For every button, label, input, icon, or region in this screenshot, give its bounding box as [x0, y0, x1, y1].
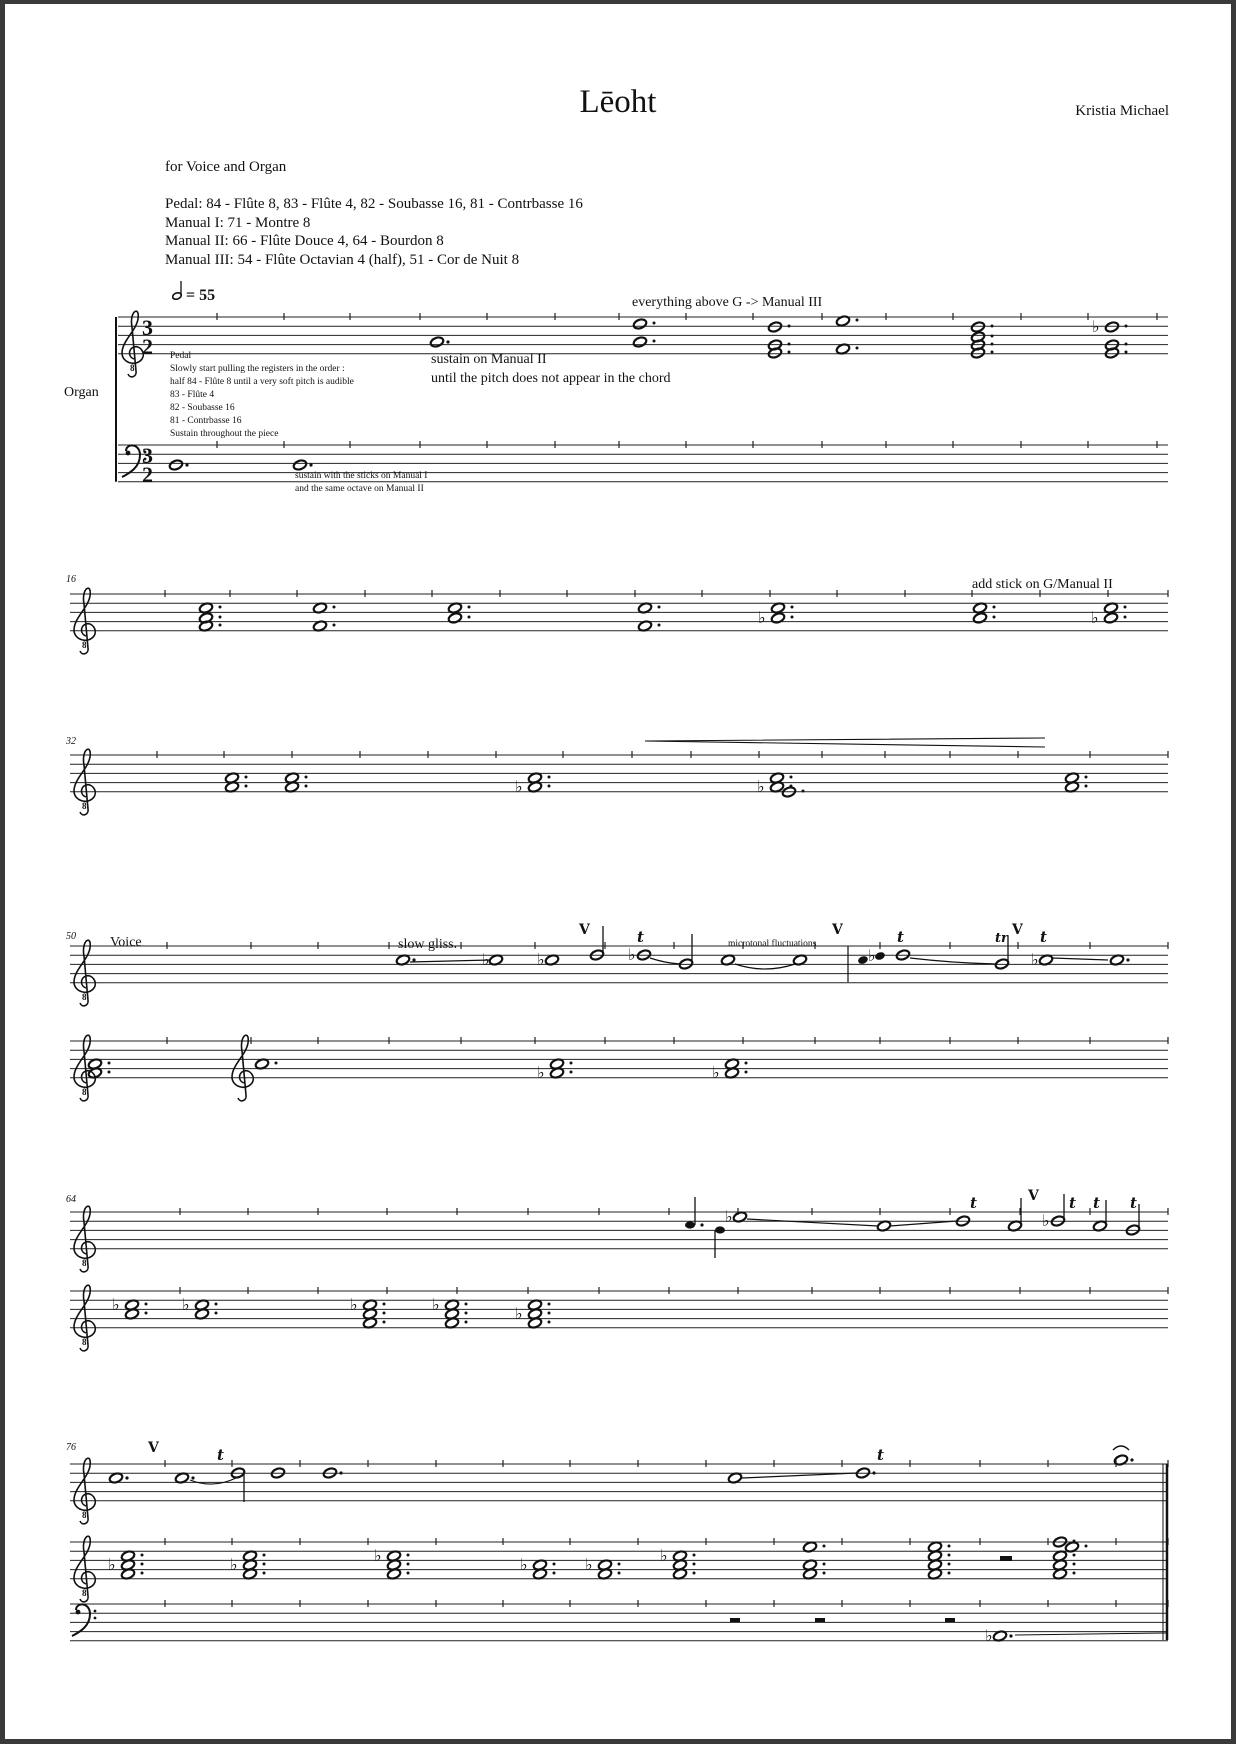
- chord-s6-6-flat-0: ♭: [660, 1546, 668, 1565]
- chord-s2-3: [447, 602, 470, 624]
- chord-s4-1-dot-0: [108, 1062, 111, 1065]
- note-s1-bass-b-dot: [309, 463, 312, 466]
- chord-s6-9-dot-1: [1085, 1545, 1088, 1548]
- chord-s6-4-dot-1: [553, 1572, 556, 1575]
- chord-s5-5: [527, 1299, 550, 1329]
- chord-s5-5-dot-2: [548, 1321, 551, 1324]
- chord-s1-4-dot-3: [991, 351, 994, 354]
- chord-s4-3-flat-0: ♭: [537, 1063, 545, 1082]
- chord-s6-1-dot-1: [141, 1563, 144, 1566]
- chord-s6-8-dot-1: [948, 1554, 951, 1557]
- chord-s6-7-dot-1: [823, 1563, 826, 1566]
- chord-s6-1-flat-0: ♭: [108, 1555, 116, 1574]
- chord-s1-1-dot-0: [653, 322, 656, 325]
- fermata-s6: [1113, 1446, 1129, 1450]
- chord-s6-8-dot-0: [948, 1545, 951, 1548]
- chord-s3-4: [769, 772, 804, 798]
- chord-s2-3-note-1: [447, 612, 462, 624]
- chord-s4-1-dot-1: [108, 1071, 111, 1074]
- slur-s6-1: [190, 1478, 236, 1484]
- staff-4-voice: [70, 946, 1168, 983]
- chord-s1-4-dot-2: [991, 343, 994, 346]
- chord-s6-5-dot-1: [618, 1572, 621, 1575]
- chord-s4-4-dot-1: [745, 1071, 748, 1074]
- rest-s6-organ: [1000, 1556, 1012, 1561]
- trill-s5-3: t: [1093, 1194, 1100, 1212]
- voice-s5-2: [715, 1226, 725, 1233]
- rest-s6-pedal-3: [945, 1618, 955, 1622]
- chord-s5-2-dot-1: [215, 1312, 218, 1315]
- rest-s6-pedal-1: [730, 1618, 740, 1622]
- trill-s4-2: t: [897, 928, 904, 946]
- chord-s6-3-dot-0: [407, 1554, 410, 1557]
- time-signature-1-treble-bottom: 2: [142, 334, 153, 359]
- chord-s2-5-dot-1: [791, 616, 794, 619]
- chord-s1-5-dot-2: [1125, 351, 1128, 354]
- trill-s4-4: t: [1040, 928, 1047, 946]
- chord-s3-2-dot-1: [305, 785, 308, 788]
- chord-s6-3-dot-2: [407, 1572, 410, 1575]
- pedal-note-4: 82 - Soubasse 16: [170, 403, 235, 413]
- crescendo-hairpin: [645, 738, 1045, 747]
- chord-s6-8-dot-2: [948, 1563, 951, 1566]
- chord-s6-5-dot-0: [618, 1563, 621, 1566]
- chord-s3-3-dot-0: [548, 776, 551, 779]
- chord-s2-5-flat-0: ♭: [758, 608, 766, 627]
- staff-5-voice: [70, 1212, 1168, 1249]
- chord-s2-6-dot-0: [993, 606, 996, 609]
- measure-number-76: 76: [66, 1442, 76, 1453]
- voice-s4-3-flat: ♭: [537, 950, 545, 969]
- chord-s2-6-dot-1: [993, 616, 996, 619]
- chord-s5-3-flat-0: ♭: [350, 1295, 358, 1314]
- chord-s5-2-flat-0: ♭: [182, 1295, 190, 1314]
- chord-s1-1: [632, 318, 655, 348]
- chord-s4-4-dot-0: [745, 1062, 748, 1065]
- slur-s4-4: [1052, 958, 1108, 960]
- chord-s5-4-dot-1: [465, 1312, 468, 1315]
- rest-s6-pedal-2: [815, 1618, 825, 1622]
- chord-s5-5-flat-0: ♭: [515, 1304, 523, 1323]
- voice-s4-10-flat: ♭: [868, 946, 876, 965]
- staff-1-bass: [118, 445, 1168, 482]
- measure-number-32: 32: [66, 736, 76, 747]
- chord-s6-6-dot-2: [693, 1572, 696, 1575]
- chord-s2-3-dot-1: [468, 616, 471, 619]
- chord-s3-1-dot-0: [245, 776, 248, 779]
- chord-s2-5-dot-0: [791, 606, 794, 609]
- voice-s4-13-flat: ♭: [1031, 950, 1039, 969]
- chord-s5-2-dot-0: [215, 1303, 218, 1306]
- chord-s2-2-dot-1: [333, 624, 336, 627]
- note-s1-bass-a-dot: [185, 463, 188, 466]
- chord-s2-1-dot-2: [219, 624, 222, 627]
- chord-s1-4-dot-0: [991, 325, 994, 328]
- annotation-sustain-2: until the pitch does not appear in the chord: [431, 371, 671, 386]
- pedal-note-5: 81 - Contrbasse 16: [170, 416, 242, 426]
- pedal-s6-note-dot: [1009, 1634, 1012, 1637]
- pedal-note-2: half 84 - Flûte 8 until a very soft pitch is audible: [170, 377, 354, 387]
- slur-s5-2: [890, 1221, 957, 1226]
- voice-s6-2-dot: [191, 1476, 194, 1479]
- pedal-note-3: 83 - Flûte 4: [170, 390, 215, 400]
- chord-s6-3-dot-1: [407, 1563, 410, 1566]
- chord-s5-1-flat-0: ♭: [112, 1295, 120, 1314]
- organ-label: Organ: [64, 385, 99, 400]
- slur-s4-1: [650, 958, 680, 964]
- chord-s2-6: [972, 602, 995, 624]
- chord-s3-5-dot-1: [1085, 785, 1088, 788]
- piece-title: Lēoht: [579, 84, 657, 120]
- treble-clef-5-organ-octave: 8: [82, 1337, 87, 1347]
- chord-s3-2-dot-0: [305, 776, 308, 779]
- annotation-slow-gliss: slow gliss.: [398, 937, 458, 952]
- chord-s1-3-dot-1: [856, 347, 859, 350]
- trill-s6-1: t: [217, 1446, 224, 1464]
- breath-s6-1: V: [148, 1440, 159, 1456]
- chord-s2-2-dot-0: [333, 606, 336, 609]
- chord-s2-1-dot-0: [219, 606, 222, 609]
- chord-s6-9-dot-2: [1073, 1554, 1076, 1557]
- note-s1-a-dot: [446, 340, 449, 343]
- chord-s6-2-dot-0: [263, 1554, 266, 1557]
- trill-s5-2: t: [1069, 1194, 1076, 1212]
- chord-s3-4-flat-0: ♭: [757, 777, 765, 796]
- chord-s2-7-flat-0: ♭: [1091, 608, 1099, 627]
- voice-s4-1-dot: [412, 958, 415, 961]
- chord-s2-7-dot-0: [1124, 606, 1127, 609]
- trill-s4-1: t: [637, 928, 644, 946]
- pedal-s6-tie: [1015, 1633, 1166, 1635]
- breath-s5-1: V: [1028, 1188, 1039, 1204]
- chord-s2-7-dot-1: [1124, 616, 1127, 619]
- chord-s5-4-flat-0: ♭: [432, 1295, 440, 1314]
- chord-s1-4-note-0: [970, 321, 985, 333]
- annotation-sustain-1: sustain on Manual II: [431, 352, 547, 367]
- chord-s2-7-note-1: [1103, 612, 1118, 624]
- chord-s6-9-dot-3: [1073, 1563, 1076, 1566]
- chord-s3-4-dot-2: [802, 790, 805, 793]
- chord-s5-3-dot-1: [383, 1312, 386, 1315]
- chord-s1-5-flat-0: ♭: [1092, 317, 1100, 336]
- chord-s5-3: [362, 1299, 385, 1329]
- staff-4-organ: [70, 1041, 1168, 1078]
- registration-pedal: Pedal: 84 - Flûte 8, 83 - Flûte 4, 82 - Soubasse 16, 81 - Contrbasse 16: [165, 196, 583, 212]
- registration-manual-3: Manual III: 54 - Flûte Octavian 4 (half), 51 - Cor de Nuit 8: [165, 251, 520, 268]
- chord-s6-1-dot-2: [141, 1572, 144, 1575]
- treble-clef-1-octave: 8: [130, 363, 135, 373]
- chord-s3-1-dot-1: [245, 785, 248, 788]
- chord-s5-1-dot-1: [145, 1312, 148, 1315]
- trill-s6-2: t: [877, 1446, 884, 1464]
- chord-s3-5-dot-0: [1085, 776, 1088, 779]
- chord-s6-8-dot-3: [948, 1572, 951, 1575]
- chord-s6-6-dot-1: [693, 1563, 696, 1566]
- chord-s1-2-dot-1: [788, 343, 791, 346]
- treble-clef-4-change: [232, 1035, 253, 1101]
- chord-s5-3-dot-0: [383, 1303, 386, 1306]
- time-signature-1-bass-top: 3: [142, 443, 153, 468]
- chord-s1-1-note-1: [632, 336, 647, 348]
- pedal-note-0: Pedal: [170, 351, 192, 361]
- chord-s1-1-dot-1: [653, 340, 656, 343]
- chord-s2-6-note-1: [972, 612, 987, 624]
- voice-s6-7-dot: [872, 1471, 875, 1474]
- staff-5-organ: [70, 1291, 1168, 1328]
- annotation-sticks-2: and the same octave on Manual II: [295, 484, 424, 494]
- chord-s1-2-dot-2: [788, 351, 791, 354]
- chord-s2-7: [1103, 602, 1126, 624]
- chord-s1-4-dot-1: [991, 335, 994, 338]
- chord-s6-4-dot-0: [553, 1563, 556, 1566]
- chord-s2-1-dot-1: [219, 616, 222, 619]
- chord-s6-7-dot-2: [823, 1572, 826, 1575]
- chord-s2-3-dot-0: [468, 606, 471, 609]
- staff-1-treble: [118, 317, 1168, 354]
- voice-s5-3-flat: ♭: [725, 1207, 733, 1226]
- chord-s3-3-flat-0: ♭: [515, 777, 523, 796]
- voice-s6-1-dot: [125, 1476, 128, 1479]
- gliss-s4-1: [410, 960, 490, 962]
- chord-s2-5-note-1: [770, 612, 785, 624]
- note-s1-bass-b: [292, 459, 307, 471]
- treble-clef-4-voice-octave: 8: [82, 992, 87, 1002]
- registration-manual-1: Manual I: 71 - Montre 8: [165, 214, 311, 231]
- annotation-manual-3: everything above G -> Manual III: [632, 295, 823, 310]
- annotation-microtonal: microtonal fluctuations: [728, 939, 817, 949]
- voice-s5-7-flat: ♭: [1042, 1211, 1050, 1230]
- chord-s6-3-flat-0: ♭: [374, 1546, 382, 1565]
- treble-clef-2-octave: 8: [82, 640, 87, 650]
- chord-s2-4: [637, 602, 660, 632]
- chord-s6-5-flat-0: ♭: [585, 1555, 593, 1574]
- pedal-note-6: Sustain throughout the piece: [170, 429, 279, 439]
- chord-s4-2-dot-0: [275, 1062, 278, 1065]
- voice-s4-10: [874, 951, 886, 961]
- chord-s6-1: [120, 1550, 143, 1580]
- voice-s6-8-dot: [1130, 1458, 1133, 1461]
- chord-s6-9-dot-4: [1073, 1572, 1076, 1575]
- voice-label: Voice: [110, 935, 142, 950]
- chord-s1-5-dot-0: [1125, 325, 1128, 328]
- chord-s2-4-dot-0: [658, 606, 661, 609]
- note-s1-bass-a: [168, 459, 183, 471]
- measure-number-64: 64: [66, 1194, 76, 1205]
- voice-s4-5-flat: ♭: [628, 945, 636, 964]
- treble-clef-4-organ-octave: 8: [82, 1087, 87, 1097]
- chord-s6-2: [242, 1550, 265, 1580]
- chord-s6-6: [672, 1550, 695, 1580]
- chord-s1-5-dot-1: [1125, 343, 1128, 346]
- composer-name: Kristia Michael: [1075, 103, 1169, 119]
- chord-s4-3-dot-0: [570, 1062, 573, 1065]
- breath-s4-1: V: [579, 922, 590, 938]
- staff-2: [70, 594, 1168, 631]
- registration-manual-2: Manual II: 66 - Flûte Douce 4, 64 - Bourdon 8: [165, 233, 444, 249]
- voice-s4-2-flat: ♭: [482, 950, 490, 969]
- chord-s6-7-dot-0: [823, 1545, 826, 1548]
- voice-s4-14-dot: [1126, 958, 1129, 961]
- chord-s3-4-dot-0: [790, 776, 793, 779]
- chord-s3-3-dot-1: [548, 785, 551, 788]
- breath-s4-2: V: [832, 922, 843, 938]
- treble-clef-6-organ-octave: 8: [82, 1588, 87, 1598]
- chord-s2-4-dot-1: [658, 624, 661, 627]
- voice-s5-1: [685, 1221, 695, 1228]
- chord-s2-1: [198, 602, 221, 632]
- chord-s1-5-note-0: [1104, 321, 1119, 333]
- chord-s4-4-flat-0: ♭: [712, 1063, 720, 1082]
- treble-clef-5-voice-octave: 8: [82, 1258, 87, 1268]
- chord-s6-6-dot-0: [693, 1554, 696, 1557]
- note-s1-a: [429, 336, 444, 348]
- voice-s6-5-dot: [339, 1471, 342, 1474]
- measure-number-50: 50: [66, 931, 76, 942]
- chord-s5-5-dot-1: [548, 1312, 551, 1315]
- trill-s5-4: t: [1130, 1194, 1137, 1212]
- measure-number-16: 16: [66, 574, 76, 585]
- chord-s2-2: [312, 602, 335, 632]
- voice-s5-1-dot: [700, 1223, 703, 1226]
- annotation-add-stick: add stick on G/Manual II: [972, 577, 1113, 592]
- chord-s2-5: [770, 602, 793, 624]
- pedal-s6-note-flat: ♭: [985, 1626, 993, 1645]
- chord-s6-3: [386, 1550, 409, 1580]
- slur-s5-1: [747, 1219, 878, 1226]
- time-signature-1-bass-bottom: 2: [142, 462, 153, 487]
- time-signature-1-treble-top: 3: [142, 315, 153, 340]
- treble-clef-6-voice-octave: 8: [82, 1510, 87, 1520]
- treble-clef-3-octave: 8: [82, 801, 87, 811]
- dedication: for Voice and Organ: [165, 159, 287, 175]
- chord-s1-2-dot-0: [788, 325, 791, 328]
- breath-s4-3: V: [1012, 922, 1023, 938]
- tempo-mark: = 55: [186, 287, 216, 304]
- chord-s4-3-dot-1: [570, 1071, 573, 1074]
- chord-s6-1-dot-0: [141, 1554, 144, 1557]
- chord-s5-5-dot-0: [548, 1303, 551, 1306]
- chord-s5-4: [444, 1299, 467, 1329]
- chord-s5-4-dot-2: [465, 1321, 468, 1324]
- chord-s6-2-dot-2: [263, 1572, 266, 1575]
- chord-s6-4-flat-0: ♭: [520, 1555, 528, 1574]
- chord-s1-3-dot-0: [856, 319, 859, 322]
- chord-s6-2-flat-0: ♭: [230, 1555, 238, 1574]
- pedal-note-1: Slowly start pulling the registers in the order :: [170, 364, 345, 374]
- trill-s4-3: tr: [995, 931, 1008, 946]
- staff-6-pedal: [70, 1604, 1168, 1641]
- chord-s1-2-note-0: [767, 321, 782, 333]
- annotation-sticks-1: sustain with the sticks on Manual I: [295, 471, 428, 481]
- chord-s6-2-dot-1: [263, 1563, 266, 1566]
- chord-s1-1-note-0: [632, 318, 647, 330]
- trill-s5-1: t: [970, 1194, 977, 1212]
- chord-s5-1-dot-0: [145, 1303, 148, 1306]
- chord-s5-4-dot-0: [465, 1303, 468, 1306]
- gliss-s6-1: [742, 1473, 857, 1478]
- chord-s5-3-dot-2: [383, 1321, 386, 1324]
- slur-s4-3: [910, 958, 996, 964]
